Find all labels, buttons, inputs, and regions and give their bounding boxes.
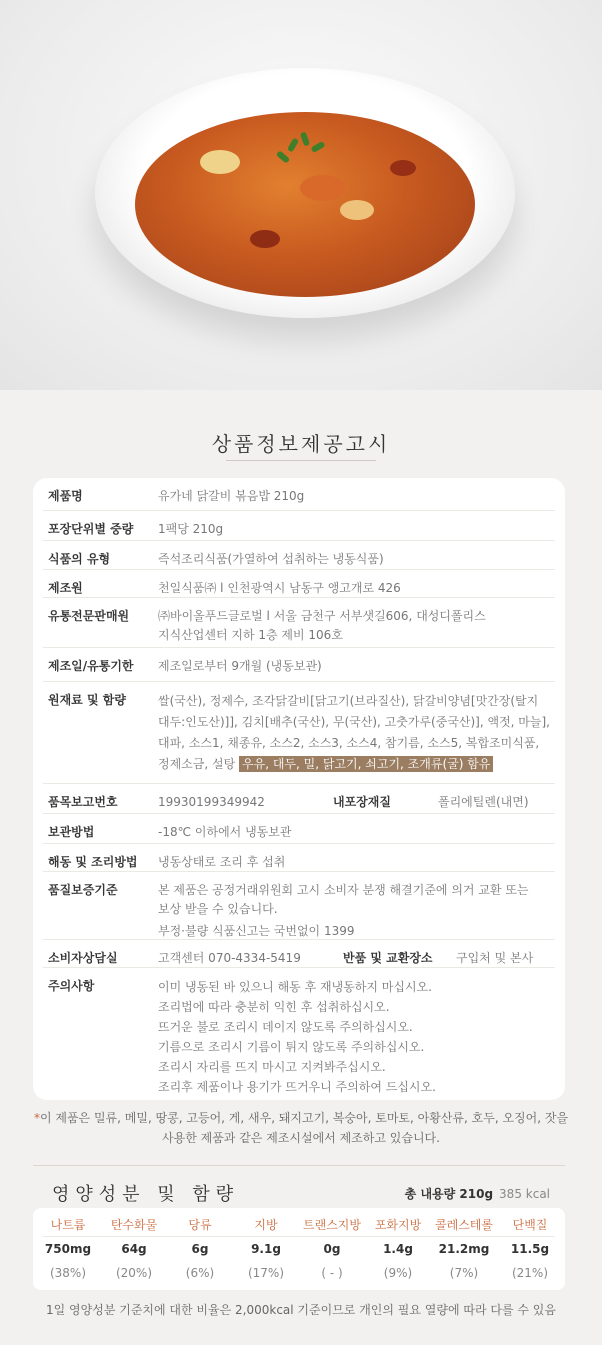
value-line: 쌀(국산), 정제수, 조각닭갈비[닭고기(브라질산), 닭갈비양념[맛간장(탈지: [158, 694, 539, 708]
info-row: [43, 814, 555, 844]
nutrient-percent: (7%): [449, 1266, 479, 1280]
value-line: 부정·불량 식품신고는 국번없이 1399: [158, 924, 355, 938]
nutrient-name: 포화지방: [374, 1218, 422, 1232]
nutrient-value: 750mg: [44, 1242, 92, 1256]
info-row: [43, 784, 555, 814]
nutrient-name: 당류: [188, 1218, 212, 1232]
nutrient-percent: ( - ): [321, 1266, 343, 1280]
total-kcal: 385 kcal: [499, 1187, 550, 1201]
rice-detail: [390, 160, 416, 176]
row-label: 내포장재질: [333, 795, 391, 809]
rice-detail: [250, 230, 280, 248]
value-line: 이미 냉동된 바 있으니 해동 후 재냉동하지 마십시오.: [158, 980, 432, 994]
value-line: 조리법에 따라 충분히 익힌 후 섭취하십시오.: [158, 1000, 390, 1014]
nutrient-value: 1.4g: [383, 1242, 413, 1256]
row-value: [158, 607, 550, 645]
allergy-notice: [20, 1108, 582, 1148]
nutrient-name: 탄수화물: [110, 1218, 158, 1232]
divider: [226, 460, 376, 461]
row-label: 제조원: [48, 581, 83, 595]
row-value: -18℃ 이하에서 냉동보관: [158, 825, 292, 839]
nutrient-value: 21.2mg: [438, 1242, 490, 1256]
nutrient-name: 나트륨: [50, 1218, 86, 1232]
row-label: 제품명: [48, 489, 83, 503]
nutrition-footnote: 1일 영양성분 기준치에 대한 비율은 2,000kcal 기준이므로 개인의 필요 열량에 따라 다를 수 있음: [46, 1303, 556, 1317]
total-weight: 총 내용량 210g: [404, 1187, 494, 1201]
value-line: 조리시 자리를 뜨지 마시고 지켜봐주십시오.: [158, 1060, 386, 1074]
row-label: 해동 및 조리방법: [48, 855, 138, 869]
row-value: 천일식품㈜ l 인천광역시 남동구 앵고개로 426: [158, 581, 401, 595]
nutrient-percent: (17%): [247, 1266, 285, 1280]
nutrient-name: 단백질: [512, 1218, 548, 1232]
nutrient-percent: (9%): [383, 1266, 413, 1280]
row-value: 폴리에틸렌(내면): [438, 795, 529, 809]
nutrient-column: [101, 1208, 167, 1290]
rice-detail: [300, 175, 346, 201]
nutrient-column: [167, 1208, 233, 1290]
product-photo: [0, 0, 602, 390]
rice-detail: [200, 150, 240, 174]
info-row: [43, 598, 555, 648]
row-label: 유통전문판매원: [48, 609, 130, 623]
divider: [33, 1165, 565, 1166]
info-row: [43, 682, 555, 784]
notice-star: *: [33, 1111, 40, 1125]
nutrient-value: 6g: [191, 1242, 209, 1256]
nutrition-table: [33, 1208, 565, 1290]
nutrient-percent: (6%): [185, 1266, 215, 1280]
nutrition-total: [405, 1185, 550, 1202]
notice-line: 이 제품은 밀류, 메밀, 땅콩, 고등어, 게, 새우, 돼지고기, 복숭아, 토마토, 아황산류, 호두, 오징어, 잣을: [39, 1111, 569, 1125]
info-row: [43, 872, 555, 940]
info-row: [43, 648, 555, 682]
row-label: 제조일/유통기한: [48, 659, 134, 673]
product-info-table: [33, 478, 565, 1100]
row-label: 품목보고번호: [48, 795, 118, 809]
value-line: 기름으로 조리시 기름이 튀지 않도록 주의하십시오.: [158, 1040, 425, 1054]
value-line: 대두:인도산)]], 김치[배추(국산), 무(국산), 고춧가루(중국산)], 액젓, 마늘],: [158, 715, 550, 729]
row-value: [158, 881, 550, 941]
info-row: [43, 968, 555, 1098]
allergy-badge: 우유, 대두, 밀, 닭고기, 쇠고기, 조개류(굴) 함유: [239, 756, 493, 772]
row-value: [158, 691, 550, 775]
rice-detail: [340, 200, 374, 220]
row-label: 소비자상담실: [48, 951, 118, 965]
row-value: 냉동상태로 조리 후 섭취: [158, 855, 286, 869]
row-value: 1팩당 210g: [158, 522, 224, 536]
info-row: [43, 511, 555, 541]
value-line: 조리후 제품이나 용기가 뜨거우니 주의하여 드십시오.: [158, 1080, 436, 1094]
row-label: 포장단위별 중량: [48, 522, 134, 536]
row-label: 주의사항: [48, 979, 95, 993]
value-line: 대파, 소스1, 채종유, 소스2, 소스3, 소스4, 참기름, 소스5, 복합조미식품,: [158, 736, 540, 750]
row-label: 품질보증기준: [48, 883, 118, 897]
nutrient-value: 64g: [121, 1242, 147, 1256]
row-value: 유가네 닭갈비 볶음밥 210g: [158, 489, 305, 503]
nutrient-percent: (20%): [115, 1266, 153, 1280]
value-line: ㈜바이올푸드글로벌 l 서울 금천구 서부샛길606, 대성디폴리스: [158, 609, 486, 623]
nutrient-column: [299, 1208, 365, 1290]
nutrient-column: [431, 1208, 497, 1290]
value-line: 본 제품은 공정거래위원회 고시 소비자 분쟁 해결기준에 의거 교환 또는: [158, 883, 529, 897]
value-line: 정제소금, 설탕: [158, 757, 236, 771]
row-value: 즉석조리식품(가열하여 섭취하는 냉동식품): [158, 552, 384, 566]
notice-line: 사용한 제품과 같은 제조시설에서 제조하고 있습니다.: [162, 1131, 440, 1145]
row-value: 고객센터 070-4334-5419: [158, 951, 301, 965]
value-line: 뜨거운 불로 조리시 데이지 않도록 주의하십시오.: [158, 1020, 413, 1034]
info-row: [43, 570, 555, 598]
nutrient-column: [365, 1208, 431, 1290]
value-line: 보상 받을 수 있습니다.: [158, 902, 278, 916]
nutrient-name: 트랜스지방: [303, 1218, 361, 1232]
nutrition-title: 영양성분 및 함량: [52, 1184, 240, 1205]
row-value: 구입처 및 본사: [456, 951, 534, 965]
row-label: 보관방법: [48, 825, 95, 839]
row-value: [158, 977, 550, 1097]
nutrient-value: 11.5g: [510, 1242, 550, 1256]
nutrient-percent: (21%): [511, 1266, 549, 1280]
info-row: [43, 940, 555, 968]
nutrient-column: [233, 1208, 299, 1290]
value-line: 지식산업센터 지하 1층 제비 106호: [158, 628, 343, 642]
row-label: 반품 및 교환장소: [343, 951, 433, 965]
section-title: 상품정보제공고시: [211, 432, 391, 456]
row-label: 식품의 유형: [48, 552, 111, 566]
row-label: 원재료 및 함량: [48, 693, 126, 707]
nutrient-percent: (38%): [49, 1266, 87, 1280]
nutrient-value: 0g: [323, 1242, 341, 1256]
info-row: [43, 541, 555, 570]
nutrient-name: 콜레스테롤: [435, 1218, 493, 1232]
nutrient-value: 9.1g: [251, 1242, 281, 1256]
info-row: [43, 478, 555, 511]
nutrient-column: [35, 1208, 101, 1290]
row-value: 19930199349942: [158, 795, 265, 809]
nutrient-column: [497, 1208, 563, 1290]
nutrient-name: 지방: [254, 1218, 278, 1232]
info-row: [43, 844, 555, 872]
row-value: 제조일로부터 9개월 (냉동보관): [158, 659, 322, 673]
